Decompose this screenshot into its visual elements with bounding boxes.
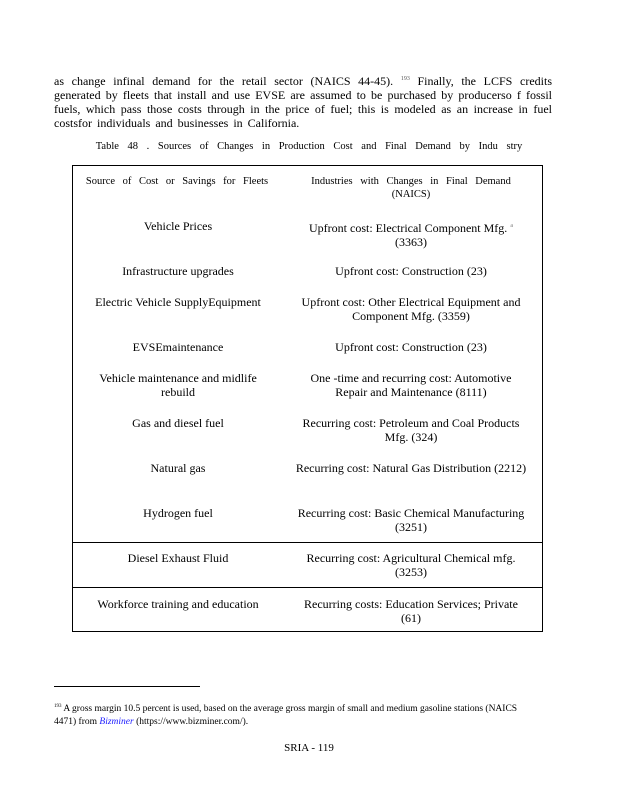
footnote-reference[interactable]: 193 <box>400 76 410 82</box>
body-paragraph <box>54 72 552 130</box>
row-industry: Recurring cost: Agricultural Chemical mfg. (3253) <box>306 551 516 579</box>
industry-text: Upfront cost: Electrical Component Mfg. <box>309 221 508 235</box>
row-source: EVSEmaintenance <box>132 340 224 354</box>
row-source: Vehicle maintenance and midlife rebuild <box>99 371 257 399</box>
table-note-marker: a <box>510 223 513 229</box>
row-industry: Recurring cost: Petroleum and Coal Products Mfg. (324) <box>302 416 520 444</box>
row-source: Gas and diesel fuel <box>132 416 224 430</box>
row-industry <box>295 219 527 249</box>
row-industry: Recurring costs: Education Services; Private (61) <box>304 597 518 625</box>
row-industry: Recurring cost: Basic Chemical Manufacturing (3251) <box>297 506 525 534</box>
row-divider <box>73 587 542 588</box>
footnote <box>54 700 529 729</box>
row-industry: Upfront cost: Construction (23) <box>335 264 487 278</box>
industry-text-line2: (3363) <box>395 235 427 249</box>
footnote-separator <box>54 686 200 687</box>
row-source: Natural gas <box>150 461 206 475</box>
industry-table <box>72 165 543 632</box>
footnote-text-end: (https://www.bizminer.com/). <box>133 717 249 728</box>
row-source: Hydrogen fuel <box>143 506 213 520</box>
row-source: Workforce training and education <box>97 597 259 611</box>
row-source: Vehicle Prices <box>143 219 213 233</box>
row-source: Infrastructure upgrades <box>122 264 234 278</box>
row-source: Electric Vehicle SupplyEquipment <box>95 295 261 309</box>
header-source: Source of Cost or Savings for Fleets <box>85 176 269 187</box>
paragraph-text-continued: Finally, the LCFS credits generated by fleets that install and use EVSE are assumed to be purchased by producerso f fossil fuels, which pass those costs through in the price of fuel; this is modeled as an increase in fuel costsfor individuals and businesses in California. <box>54 74 552 130</box>
row-industry: Upfront cost: Construction (23) <box>335 340 487 354</box>
header-industries: Industries with Changes in Final Demand (NAICS) <box>311 176 511 200</box>
bizminer-link[interactable]: Bizminer <box>99 717 134 728</box>
paragraph-text: as change infinal demand for the retail sector (NAICS 44-45). <box>54 74 401 88</box>
footnote-text: A gross margin 10.5 percent is used, based on the average gross margin of small and medium gasoline stations (NAICS 4471) from <box>54 704 518 728</box>
footnote-number: 193 <box>54 704 62 709</box>
page-number: SRIA - 119 <box>284 742 334 754</box>
row-industry: Recurring cost: Natural Gas Distribution (2212) <box>295 461 527 475</box>
row-source: Diesel Exhaust Fluid <box>127 551 229 565</box>
row-industry: One -time and recurring cost: Automotive Repair and Maintenance (8111) <box>310 371 512 399</box>
table-caption: Table 48 . Sources of Changes in Production Cost and Final Demand by Indu stry <box>95 141 523 152</box>
row-industry: Upfront cost: Other Electrical Equipment and Component Mfg. (3359) <box>301 295 521 323</box>
row-divider <box>73 542 542 543</box>
